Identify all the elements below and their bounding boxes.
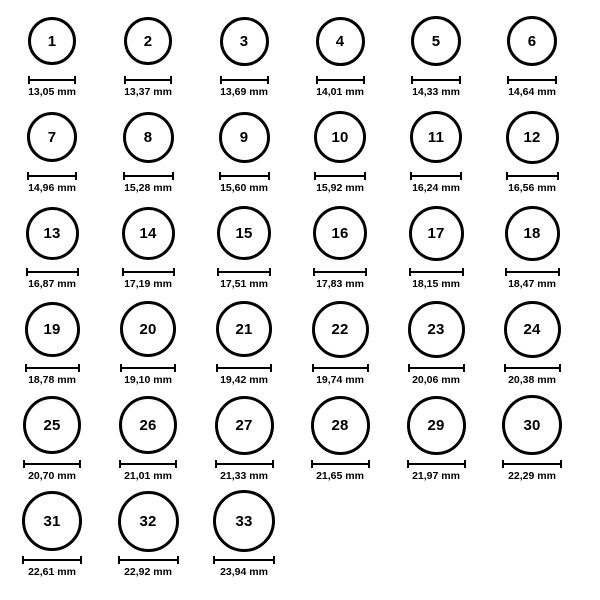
diameter-label: 15,60 mm [220,182,268,194]
diameter-label: 23,94 mm [220,566,268,578]
diameter-measure-bar [504,363,561,372]
ring-size-label: 4 [335,32,345,50]
ring-circle[interactable] [22,491,82,551]
ring-size-label: 19 [43,320,61,338]
ring-size-cell[interactable] [4,490,100,578]
diameter-measure-bar [316,75,365,84]
ring-circle[interactable] [312,301,369,358]
diameter-measure-bar [219,171,270,180]
ring-circle-wrap [409,202,464,264]
ring-circle[interactable] [311,396,370,455]
ring-circle[interactable] [507,16,557,66]
diameter-measure-bar [407,459,466,468]
ring-row [4,10,596,106]
ring-circle-wrap [311,394,370,456]
diameter-measure-bar [220,75,269,84]
ring-size-label: 30 [523,416,541,434]
diameter-measure-bar [313,267,367,276]
ring-circle-wrap [408,298,465,360]
ring-circle-wrap [216,298,272,360]
ring-circle[interactable] [411,16,461,66]
diameter-measure-bar [118,555,179,564]
ring-size-label: 29 [427,416,445,434]
ring-size-cell[interactable] [100,394,196,482]
diameter-label: 16,24 mm [412,182,460,194]
diameter-label: 19,10 mm [124,374,172,386]
ring-circle-wrap [313,202,367,264]
diameter-label: 21,97 mm [412,470,460,482]
ring-size-cell[interactable] [388,298,484,386]
ring-circle-wrap [122,202,175,264]
diameter-label: 13,69 mm [220,86,268,98]
ring-circle-wrap [123,106,174,168]
diameter-measure-bar [314,171,366,180]
ring-size-cell[interactable] [292,298,388,386]
ring-size-label: 8 [143,128,153,146]
ring-circle[interactable] [25,302,80,357]
ring-size-cell[interactable] [100,490,196,578]
diameter-measure-bar [23,459,81,468]
ring-size-cell[interactable] [196,394,292,482]
ring-circle[interactable] [313,206,367,260]
diameter-label: 21,65 mm [316,470,364,482]
ring-circle[interactable] [122,207,175,260]
ring-circle-wrap [504,298,561,360]
ring-size-cell[interactable] [4,394,100,482]
diameter-measure-bar [505,267,560,276]
ring-circle[interactable] [216,301,272,357]
ring-size-cell[interactable] [484,202,580,290]
ring-size-label: 27 [235,416,253,434]
ring-size-cell[interactable] [292,202,388,290]
ring-circle-wrap [213,490,275,552]
ring-circle[interactable] [504,301,561,358]
ring-size-label: 14 [139,224,157,242]
diameter-measure-bar [25,363,80,372]
ring-circle[interactable] [120,301,176,357]
ring-size-label: 24 [523,320,541,338]
diameter-label: 19,42 mm [220,374,268,386]
ring-size-label: 22 [331,320,349,338]
ring-size-cell[interactable] [388,394,484,482]
ring-size-label: 23 [427,320,445,338]
ring-circle-wrap [312,298,369,360]
ring-circle-wrap [411,10,461,72]
ring-circle[interactable] [316,17,365,66]
ring-size-label: 15 [235,224,253,242]
ring-circle-wrap [215,394,274,456]
diameter-label: 16,87 mm [28,278,76,290]
diameter-measure-bar [22,555,82,564]
ring-circle[interactable] [119,396,177,454]
ring-size-cell[interactable] [196,106,292,194]
ring-circle[interactable] [124,17,172,65]
ring-circle-wrap [410,106,462,168]
ring-size-label: 25 [43,416,61,434]
ring-circle-wrap [120,298,176,360]
diameter-measure-bar [216,363,272,372]
ring-size-label: 32 [139,512,157,530]
diameter-label: 14,64 mm [508,86,556,98]
ring-circle[interactable] [314,111,366,163]
ring-circle-wrap [27,106,77,168]
ring-circle-wrap [407,394,466,456]
diameter-label: 14,01 mm [316,86,364,98]
ring-circle-wrap [507,10,557,72]
ring-row [4,106,596,202]
ring-size-label: 31 [43,512,61,530]
ring-size-cell[interactable] [100,202,196,290]
ring-size-label: 10 [331,128,349,146]
ring-circle-wrap [316,10,365,72]
ring-circle[interactable] [219,112,270,163]
ring-circle[interactable] [409,206,464,261]
ring-size-label: 5 [431,32,441,50]
ring-size-cell[interactable] [292,394,388,482]
ring-size-cell[interactable] [388,202,484,290]
ring-circle[interactable] [506,111,559,164]
ring-size-cell[interactable] [100,10,196,98]
ring-size-label: 13 [43,224,61,242]
ring-circle-wrap [217,202,271,264]
diameter-measure-bar [409,267,464,276]
ring-circle-wrap [506,106,559,168]
diameter-measure-bar [502,459,562,468]
ring-size-cell[interactable] [196,490,292,578]
diameter-measure-bar [28,75,76,84]
ring-row [4,394,596,490]
ring-circle[interactable] [28,17,76,65]
ring-circle[interactable] [26,207,79,260]
ring-row [4,202,596,298]
ring-circle[interactable] [27,112,77,162]
ring-size-label: 12 [523,128,541,146]
ring-size-cell[interactable] [484,106,580,194]
ring-circle[interactable] [410,111,462,163]
ring-size-label: 1 [47,32,57,50]
diameter-measure-bar [411,75,461,84]
ring-size-cell[interactable] [4,298,100,386]
ring-size-label: 33 [235,512,253,530]
diameter-label: 22,92 mm [124,566,172,578]
diameter-measure-bar [26,267,79,276]
diameter-label: 15,28 mm [124,182,172,194]
diameter-measure-bar [507,75,557,84]
diameter-label: 22,29 mm [508,470,556,482]
ring-size-label: 9 [239,128,249,146]
ring-circle-wrap [314,106,366,168]
diameter-label: 18,78 mm [28,374,76,386]
diameter-label: 17,19 mm [124,278,172,290]
ring-size-label: 26 [139,416,157,434]
ring-circle-wrap [119,394,177,456]
diameter-measure-bar [27,171,77,180]
ring-circle[interactable] [215,396,274,455]
diameter-label: 21,01 mm [124,470,172,482]
ring-size-label: 18 [523,224,541,242]
ring-size-cell[interactable] [484,10,580,98]
ring-size-cell[interactable] [4,106,100,194]
diameter-measure-bar [217,267,271,276]
ring-size-cell[interactable] [388,106,484,194]
diameter-measure-bar [123,171,174,180]
ring-row [4,490,596,586]
diameter-label: 21,33 mm [220,470,268,482]
ring-circle[interactable] [502,395,562,455]
diameter-measure-bar [122,267,175,276]
ring-circle[interactable] [217,206,271,260]
diameter-label: 19,74 mm [316,374,364,386]
diameter-measure-bar [215,459,274,468]
ring-circle-wrap [505,202,560,264]
diameter-measure-bar [120,363,176,372]
ring-circle[interactable] [213,490,275,552]
ring-size-label: 20 [139,320,157,338]
ring-size-label: 2 [143,32,153,50]
ring-circle[interactable] [505,206,560,261]
ring-size-label: 17 [427,224,445,242]
ring-size-label: 6 [527,32,537,50]
diameter-measure-bar [312,363,369,372]
diameter-measure-bar [410,171,462,180]
ring-size-cell[interactable] [4,10,100,98]
ring-circle-wrap [124,10,172,72]
ring-circle-wrap [219,106,270,168]
ring-circle-wrap [28,10,76,72]
ring-circle[interactable] [408,301,465,358]
ring-circle[interactable] [220,17,269,66]
ring-size-label: 3 [239,32,249,50]
ring-circle-wrap [22,490,82,552]
ring-size-cell[interactable] [100,106,196,194]
ring-size-cell[interactable] [484,394,580,482]
ring-size-label: 16 [331,224,349,242]
ring-size-label: 21 [235,320,253,338]
ring-circle-wrap [118,490,179,552]
diameter-measure-bar [119,459,177,468]
ring-size-cell[interactable] [484,298,580,386]
diameter-measure-bar [124,75,172,84]
diameter-label: 20,70 mm [28,470,76,482]
ring-circle-wrap [220,10,269,72]
diameter-label: 22,61 mm [28,566,76,578]
ring-circle[interactable] [407,396,466,455]
ring-size-label: 28 [331,416,349,434]
diameter-label: 16,56 mm [508,182,556,194]
diameter-label: 18,15 mm [412,278,460,290]
ring-circle-wrap [502,394,562,456]
diameter-measure-bar [408,363,465,372]
ring-circle[interactable] [123,112,174,163]
diameter-label: 20,06 mm [412,374,460,386]
diameter-label: 18,47 mm [508,278,556,290]
diameter-label: 14,96 mm [28,182,76,194]
ring-circle-wrap [26,202,79,264]
ring-size-cell[interactable] [196,10,292,98]
diameter-label: 14,33 mm [412,86,460,98]
ring-size-cell[interactable] [292,10,388,98]
diameter-label: 17,51 mm [220,278,268,290]
ring-circle-wrap [25,298,80,360]
ring-circle-wrap [23,394,81,456]
ring-size-cell[interactable] [196,202,292,290]
ring-circle[interactable] [118,491,179,552]
ring-size-cell[interactable] [292,106,388,194]
ring-size-label: 7 [47,128,57,146]
diameter-label: 13,37 mm [124,86,172,98]
diameter-measure-bar [213,555,275,564]
ring-size-cell[interactable] [100,298,196,386]
ring-row [4,298,596,394]
ring-size-cell[interactable] [388,10,484,98]
diameter-measure-bar [311,459,370,468]
diameter-label: 17,83 mm [316,278,364,290]
ring-circle[interactable] [23,396,81,454]
ring-size-cell[interactable] [4,202,100,290]
diameter-label: 20,38 mm [508,374,556,386]
ring-size-cell[interactable] [196,298,292,386]
diameter-measure-bar [506,171,559,180]
diameter-label: 13,05 mm [28,86,76,98]
ring-size-label: 11 [427,128,445,146]
diameter-label: 15,92 mm [316,182,364,194]
